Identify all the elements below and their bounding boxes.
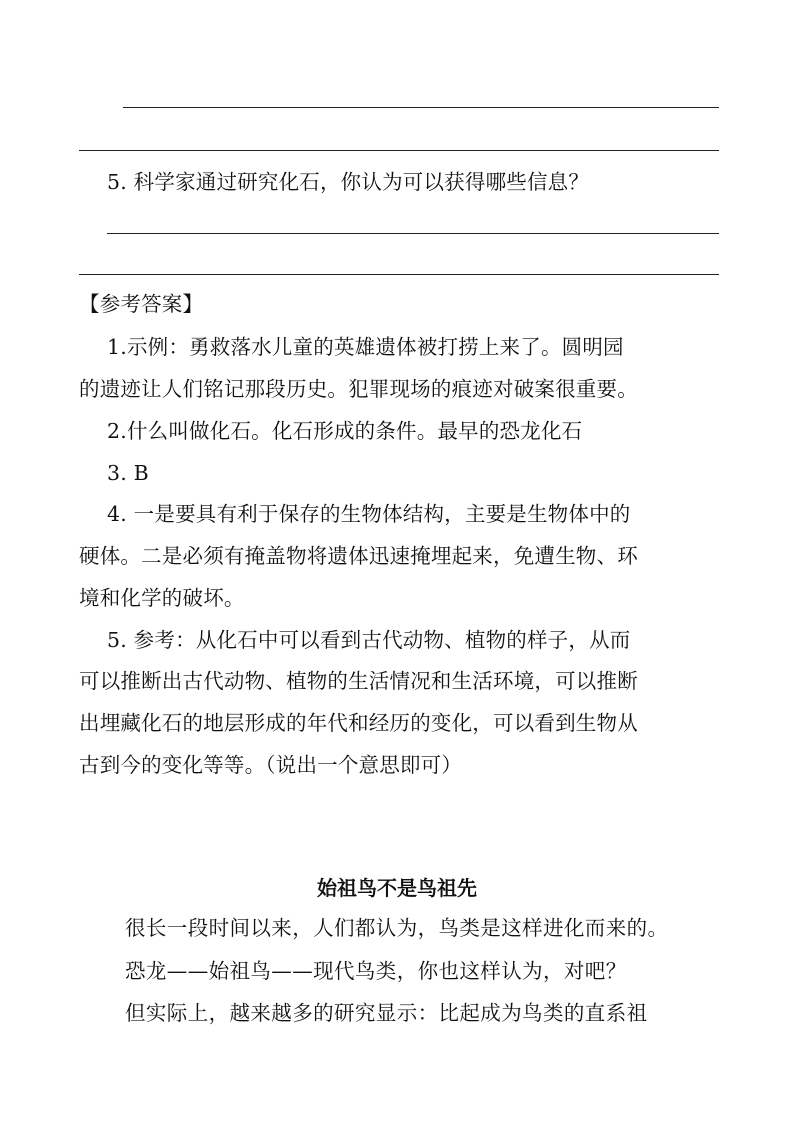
answer-5-line-3: 出埋藏化石的地层形成的年代和经历的变化，可以看到生物从 bbox=[79, 711, 638, 735]
answer-5-line-2: 可以推断出古代动物、植物的生活情况和生活环境，可以推断 bbox=[79, 669, 638, 693]
reading-line-3: 但实际上，越来越多的研究显示：比起成为鸟类的直系祖 bbox=[125, 1001, 648, 1025]
reading-title: 始祖鸟不是鸟祖先 bbox=[317, 876, 477, 900]
reading-line-1: 很长一段时间以来，人们都认为，鸟类是这样进化而来的。 bbox=[125, 916, 669, 940]
reading-line-2: 恐龙——始祖鸟——现代鸟类，你也这样认为，对吧？ bbox=[125, 959, 627, 983]
answer-line bbox=[107, 233, 719, 234]
answer-5-line-1: 5. 参考：从化石中可以看到古代动物、植物的样子，从而 bbox=[107, 628, 631, 652]
answer-4-line-2: 硬体。二是必须有掩盖物将遗体迅速掩埋起来，免遭生物、环 bbox=[79, 544, 638, 568]
answer-4-line-3: 境和化学的破坏。 bbox=[79, 586, 245, 610]
answer-3: 3. B bbox=[107, 461, 149, 485]
answers-heading: 【参考答案】 bbox=[79, 292, 204, 316]
answer-4-line-1: 4. 一是要具有利于保存的生物体结构，主要是生物体中的 bbox=[107, 502, 631, 526]
answer-2: 2.什么叫做化石。化石形成的条件。最早的恐龙化石 bbox=[107, 419, 583, 443]
answer-line bbox=[123, 107, 719, 108]
answer-line bbox=[79, 274, 719, 275]
answer-line bbox=[79, 150, 719, 151]
answer-1-line-2: 的遗迹让人们铭记那段历史。犯罪现场的痕迹对破案很重要。 bbox=[79, 377, 638, 401]
answer-5-line-4: 古到今的变化等等。（说出一个意思即可） bbox=[79, 753, 463, 777]
question-5: 5. 科学家通过研究化石，你认为可以获得哪些信息？ bbox=[107, 170, 590, 194]
answer-1-line-1: 1.示例：勇救落水儿童的英雄遗体被打捞上来了。圆明园 bbox=[107, 335, 624, 359]
